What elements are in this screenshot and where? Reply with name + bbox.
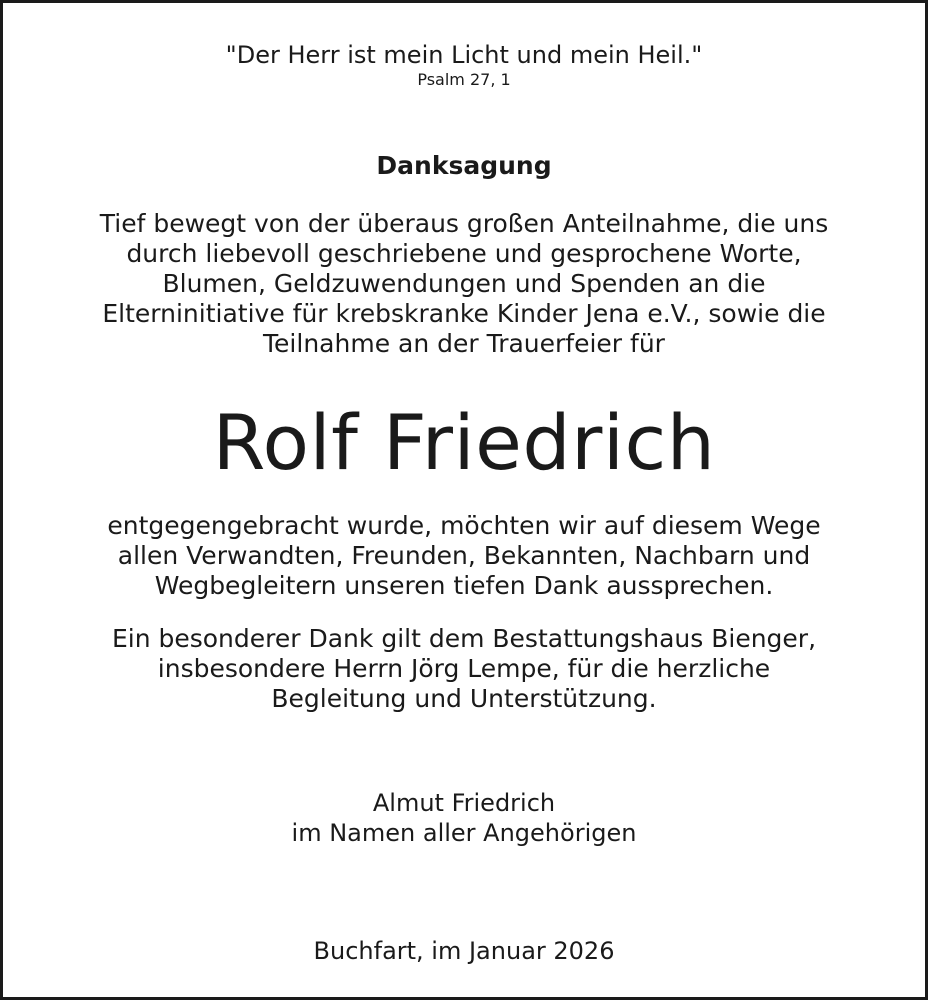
thanks-paragraph — [3, 511, 925, 601]
thanks-line: Wegbegleitern unseren tiefen Dank aussprechen. — [154, 571, 774, 600]
special-thanks-line: Ein besonderer Dank gilt dem Bestattungshaus Bienger, — [111, 624, 817, 653]
signature-name: Almut Friedrich — [372, 789, 556, 817]
bible-quote-source: Psalm 27, 1 — [417, 70, 511, 89]
signature-block — [3, 788, 925, 848]
thanks-line: allen Verwandten, Freunden, Bekannten, Nachbarn und — [117, 541, 811, 570]
intro-line: durch liebevoll geschriebene und gesprochene Worte, — [126, 239, 802, 268]
notice-heading: Danksagung — [376, 151, 552, 180]
special-thanks-line: insbesondere Herrn Jörg Lempe, für die herzliche — [157, 654, 771, 683]
intro-line: Blumen, Geldzuwendungen und Spenden an die — [162, 269, 766, 298]
place-and-date: Buchfart, im Januar 2026 — [313, 937, 615, 965]
signature-subline: im Namen aller Angehörigen — [291, 819, 637, 847]
intro-paragraph — [3, 209, 925, 359]
intro-line: Tief bewegt von der überaus großen Anteilnahme, die uns — [99, 209, 829, 238]
thanks-line: entgegengebracht wurde, möchten wir auf diesem Wege — [107, 511, 821, 540]
special-thanks-paragraph — [3, 624, 925, 714]
special-thanks-line: Begleitung und Unterstützung. — [271, 684, 657, 713]
bible-quote: "Der Herr ist mein Licht und mein Heil." — [225, 41, 703, 69]
deceased-name: Rolf Friedrich — [212, 398, 716, 487]
intro-line: Elterninitiative für krebskranke Kinder Jena e.V., sowie die — [102, 299, 826, 328]
intro-line: Teilnahme an der Trauerfeier für — [263, 329, 665, 358]
